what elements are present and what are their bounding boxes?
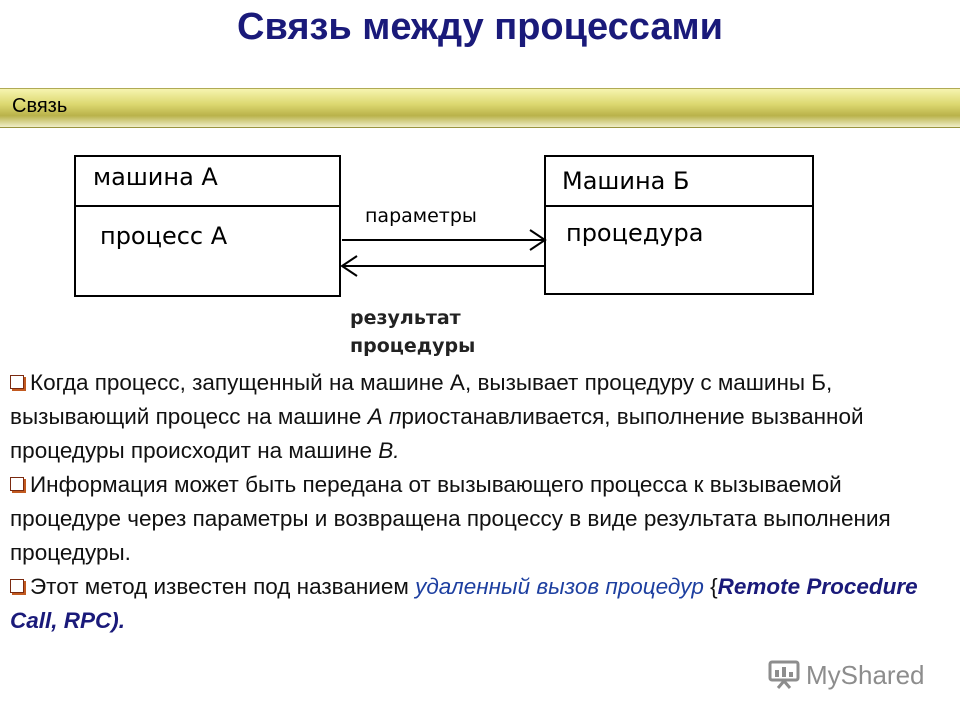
rpc-term-en: Remote Procedure Call, RPC). xyxy=(10,574,918,633)
bullet-3-text: Этот метод известен под названием xyxy=(30,574,416,599)
slide-title: Связь между процессами xyxy=(237,6,723,48)
bullet-3 xyxy=(10,570,955,638)
procedure-label: процедура xyxy=(566,219,704,247)
bullet-1-italic-a: А п xyxy=(367,404,402,429)
checkbox-bullet-icon xyxy=(10,477,24,491)
bullet-1-text-cont: риостанавливается, выполнение вызванной процедуры происходит на машине xyxy=(10,404,864,463)
bullet-1-italic-b: В. xyxy=(378,438,400,463)
machine-b-header: Машина Б xyxy=(562,167,690,195)
section-band xyxy=(0,88,960,128)
result-label-line1: результат xyxy=(350,307,461,329)
myshared-watermark xyxy=(768,656,938,696)
result-label-line2: процедуры xyxy=(350,335,476,357)
bullet-2 xyxy=(10,468,955,570)
watermark-text: MyShared xyxy=(806,660,925,690)
presentation-icon xyxy=(768,660,800,690)
bullet-1-text: Когда процесс, запущенный на машине А, вызывает процедуру с машины Б, вызывающий процесс на машине xyxy=(10,370,833,429)
process-a-label: процесс А xyxy=(100,222,228,250)
rpc-diagram xyxy=(0,126,960,366)
bullet-2-text: Информация может быть передана от вызывающего процесса к вызываемой процедуре через параметры и возвращена процессу в виде результата выполнения процедуры. xyxy=(10,472,891,565)
params-label: параметры xyxy=(365,205,477,227)
checkbox-bullet-icon xyxy=(10,579,24,593)
machine-a-header: машина А xyxy=(93,163,218,191)
checkbox-bullet-icon xyxy=(10,375,24,389)
rpc-term-ru: удаленный вызов процедур xyxy=(415,574,704,599)
bullet-3-brace: { xyxy=(703,574,718,599)
bullet-list xyxy=(10,366,955,638)
section-label: Связь xyxy=(12,95,68,117)
bullet-1 xyxy=(10,366,955,468)
